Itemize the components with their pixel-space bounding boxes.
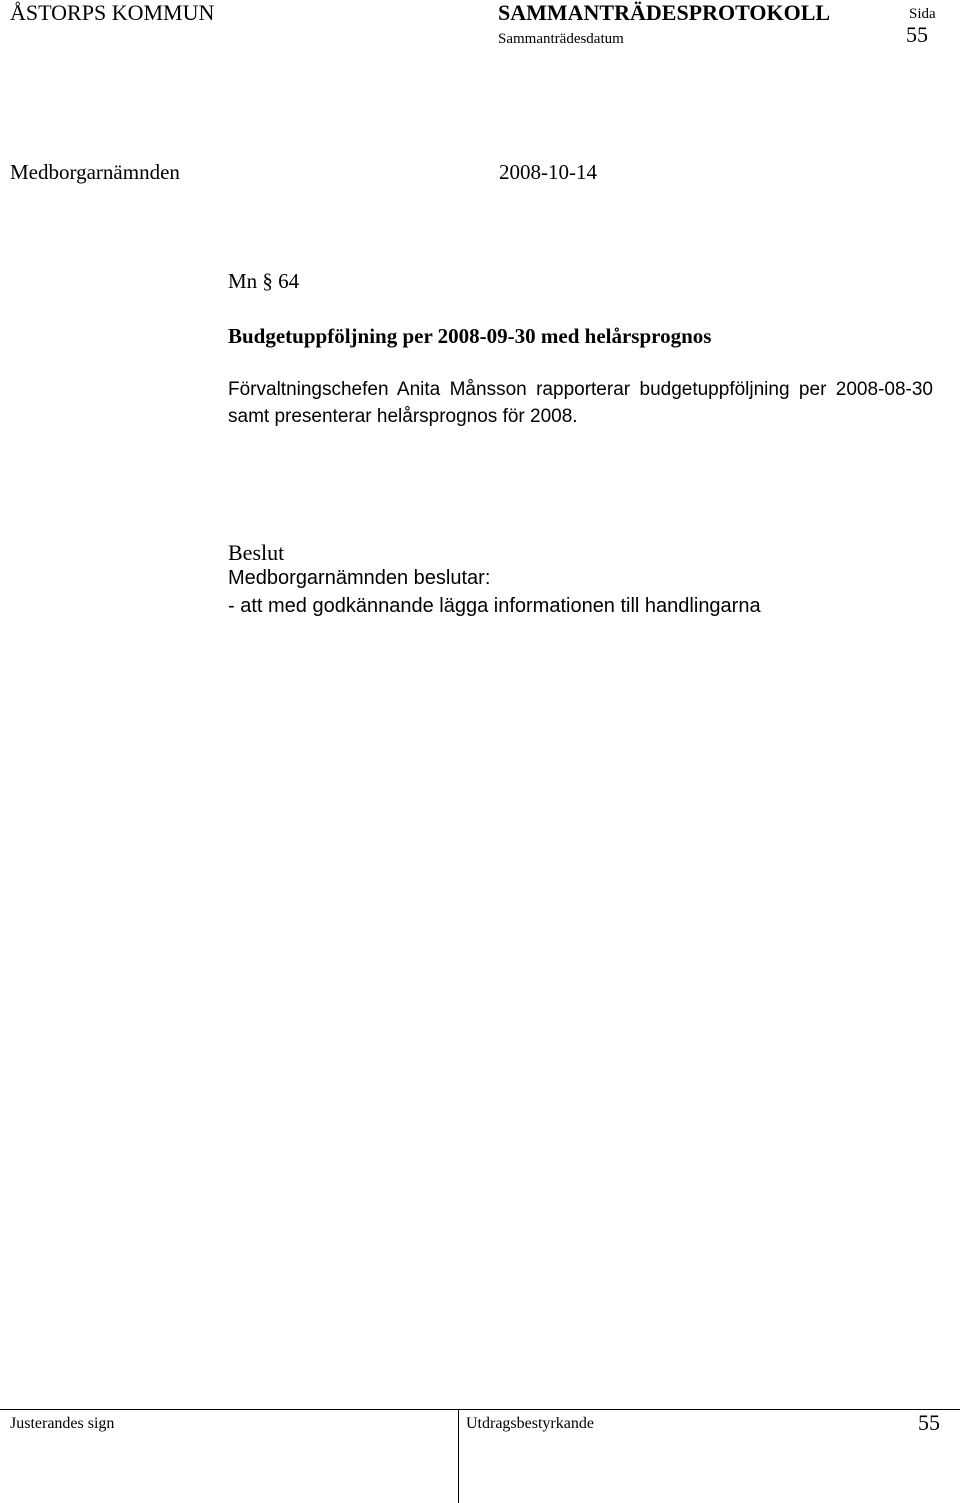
- certification-label: Utdragsbestyrkande: [466, 1415, 594, 1432]
- matter-title: Budgetuppföljning per 2008-09-30 med helårsprognos: [228, 324, 712, 348]
- committee-name: Medborgarnämnden: [10, 160, 180, 184]
- signature-label: Justerandes sign: [10, 1415, 115, 1432]
- decision-item: - att med godkännande lägga informationen till handlingarna: [228, 595, 761, 617]
- municipality-name: ÅSTORPS KOMMUN: [10, 0, 215, 25]
- meeting-date-label: Sammanträdesdatum: [498, 31, 624, 47]
- page-number: 55: [906, 22, 928, 47]
- footer-page-number: 55: [918, 1410, 940, 1435]
- decision-intro: Medborgarnämnden beslutar:: [228, 567, 491, 589]
- page-label: Sida: [909, 6, 936, 22]
- meeting-date: 2008-10-14: [499, 160, 597, 184]
- matter-description: Förvaltningschefen Anita Månsson rapporterar budgetuppföljning per 2008-08-30 samt presenterar helårsprognos för 2008.: [228, 379, 933, 427]
- decision-heading: Beslut: [228, 540, 285, 565]
- section-id: Mn § 64: [228, 269, 300, 293]
- document-type: SAMMANTRÄDESPROTOKOLL: [498, 0, 831, 25]
- footer-rule: [0, 1409, 960, 1410]
- footer-divider: [458, 1409, 459, 1503]
